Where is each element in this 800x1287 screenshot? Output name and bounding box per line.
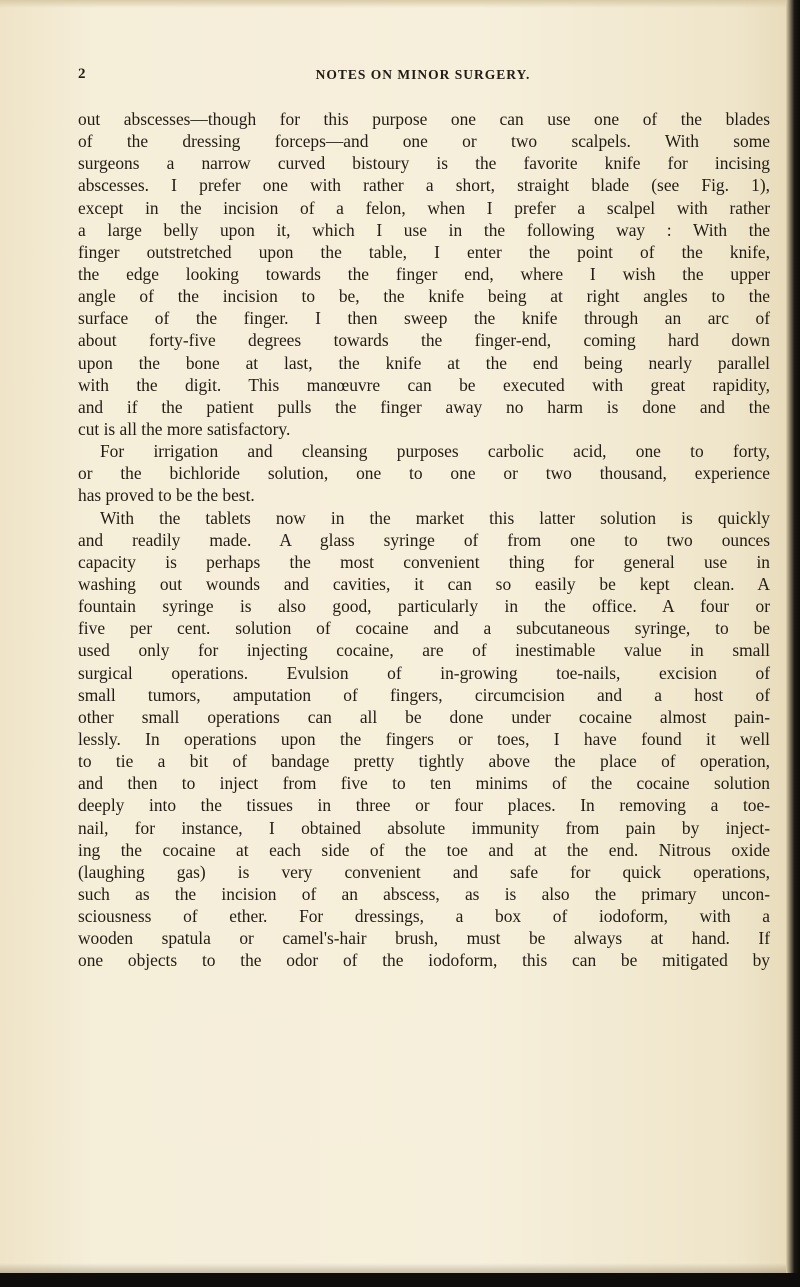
text-line: washing out wounds and cavities, it can so easily be kept clean. A	[78, 573, 770, 594]
page-top-edge	[0, 0, 800, 8]
page-right-edge	[786, 0, 800, 1287]
text-line: small tumors, amputation of fingers, circumcision and a host of	[78, 684, 770, 705]
text-line: upon the bone at last, the knife at the end being nearly parallel	[78, 352, 770, 373]
text-line: deeply into the tissues in three or four places. In removing a toe-	[78, 795, 770, 816]
text-line: fountain syringe is also good, particularly in the office. A four or	[78, 596, 770, 617]
text-line: cut is all the more satisfactory.	[78, 418, 291, 439]
text-line: to tie a bit of bandage pretty tightly above the place of operation,	[78, 751, 770, 772]
text-line: angle of the incision to be, the knife being at right angles to the	[78, 286, 770, 307]
text-line: the edge looking towards the finger end, where I wish the upper	[78, 263, 770, 284]
page-bottom-shadow	[0, 1263, 800, 1273]
text-line: For irrigation and cleansing purposes carbolic acid, one to forty,	[100, 441, 770, 462]
text-line: other small operations can all be done under cocaine almost pain-	[78, 706, 770, 727]
text-line: a large belly upon it, which I use in the following way : With the	[78, 219, 770, 240]
text-line: out abscesses—though for this purpose one can use one of the blades	[78, 109, 770, 129]
text-line: or the bichloride solution, one to one or two thousand, experience	[78, 463, 770, 484]
text-line: and then to inject from five to ten minims of the cocaine solution	[78, 773, 770, 794]
text-line: has proved to be the best.	[78, 485, 255, 506]
page-bottom-edge	[0, 1273, 800, 1287]
text-line: finger outstretched upon the table, I enter the point of the knife,	[78, 241, 770, 262]
text-line: except in the incision of a felon, when I prefer a scalpel with rather	[78, 197, 770, 218]
text-line: one objects to the odor of the iodoform, this can be mitigated by	[78, 950, 770, 971]
running-head	[78, 66, 768, 90]
text-line: With the tablets now in the market this latter solution is quickly	[100, 507, 770, 528]
text-line: abscesses. I prefer one with rather a short, straight blade (see Fig. 1),	[78, 175, 770, 196]
text-line: and readily made. A glass syringe of from one to two ounces	[78, 529, 770, 550]
text-line: ing the cocaine at each side of the toe and at the end. Nitrous oxide	[78, 839, 770, 860]
running-title: NOTES ON MINOR SURGERY.	[315, 67, 531, 82]
text-line: about forty-five degrees towards the finger-end, coming hard down	[78, 330, 770, 351]
body-text	[78, 108, 770, 971]
text-line: (laughing gas) is very convenient and safe for quick operations,	[78, 861, 770, 882]
page-number: 2	[78, 66, 86, 82]
text-line: of the dressing forceps—and one or two scalpels. With some	[78, 131, 770, 152]
text-line: sciousness of ether. For dressings, a box of iodoform, with a	[78, 906, 770, 927]
text-line: five per cent. solution of cocaine and a subcutaneous syringe, to be	[78, 618, 770, 639]
text-line: lessly. In operations upon the fingers or toes, I have found it well	[78, 728, 770, 749]
text-line: and if the patient pulls the finger away no harm is done and the	[78, 396, 770, 417]
text-line: surgical operations. Evulsion of in-growing toe-nails, excision of	[78, 662, 770, 683]
text-line: such as the incision of an abscess, as is also the primary uncon-	[78, 883, 770, 904]
text-line: surgeons a narrow curved bistoury is the favorite knife for incising	[78, 153, 770, 174]
text-line: used only for injecting cocaine, are of inestimable value in small	[78, 640, 770, 661]
text-line: wooden spatula or camel's-hair brush, must be always at hand. If	[78, 928, 770, 949]
text-line: nail, for instance, I obtained absolute immunity from pain by inject-	[78, 817, 770, 838]
text-line: capacity is perhaps the most convenient thing for general use in	[78, 551, 770, 572]
text-line: surface of the finger. I then sweep the knife through an arc of	[78, 308, 770, 329]
text-line: with the digit. This manœuvre can be executed with great rapidity,	[78, 374, 770, 395]
